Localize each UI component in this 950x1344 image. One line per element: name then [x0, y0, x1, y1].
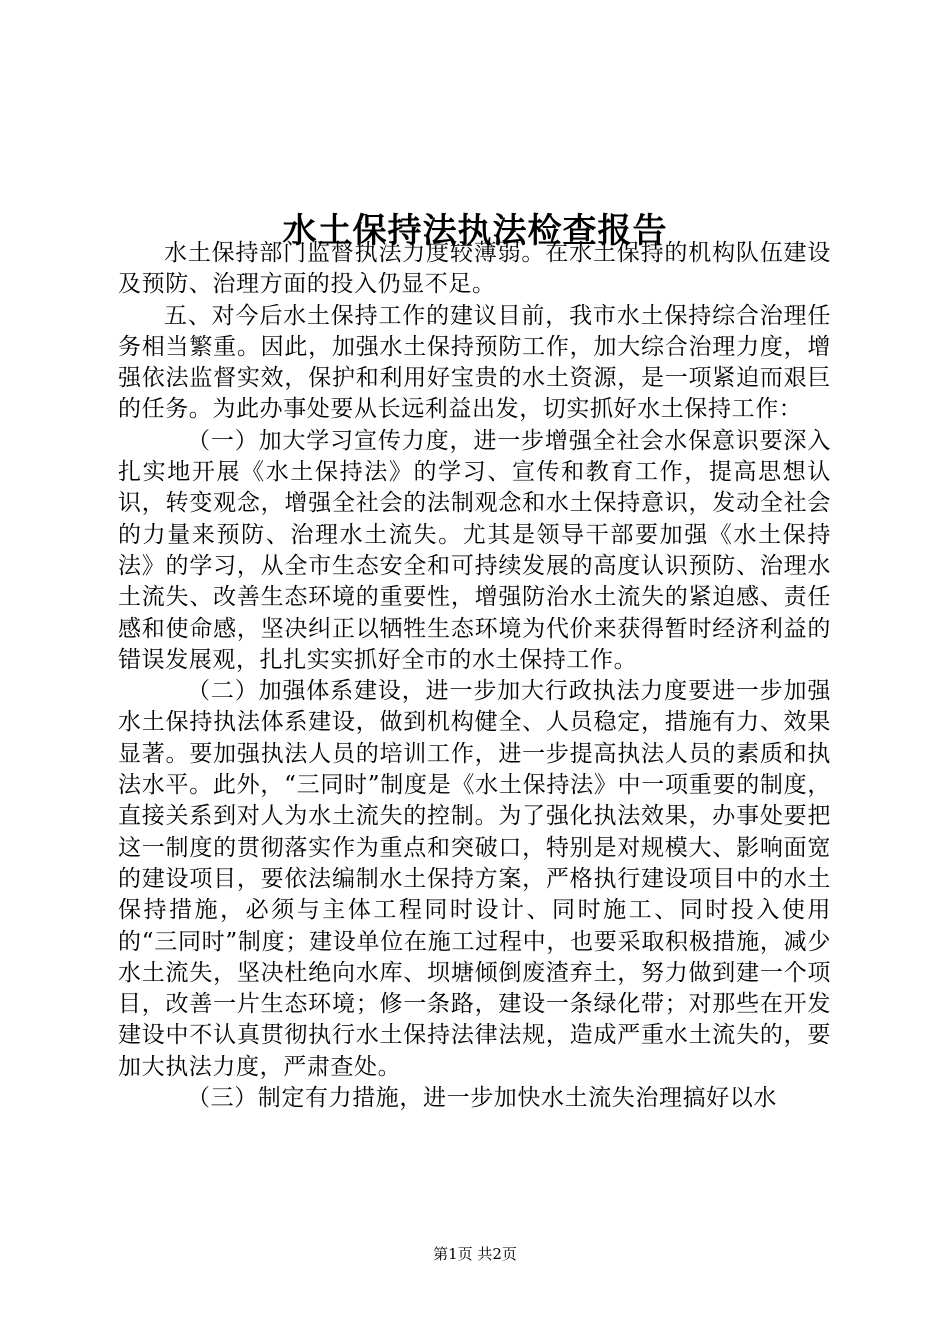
paragraph-5: （三）制定有力措施，进一步加快水土流失治理搞好以水	[187, 1085, 777, 1112]
paragraph-1: 水土保持部门监督执法力度较薄弱。在水土保持的机构队伍建设及预防、治理方面的投入仍显不足。	[118, 240, 831, 298]
paragraph-3: （一）加大学习宣传力度，进一步增强全社会水保意识要深入扎实地开展《水土保持法》的学习、宣传和教育工作，提高思想认识，转变观念，增强全社会的法制观念和水土保持意识，发动全社会的力量来预防、治理水土流失。尤其是领导干部要加强《水土保持法》的学习，从全市生态安全和可持续发展的高度认识预防、治理水土流失、改善生态环境的重要性，增强防治水土流失的紧迫感、责任感和使命感，坚决纠正以牺牲生态环境为代价来获得暂时经济利益的错误发展观，扎扎实实抓好全市的水土保持工作。	[118, 427, 831, 673]
page-number-footer: 第1页 共2页	[433, 1245, 517, 1263]
paragraph-4: （二）加强体系建设，进一步加大行政执法力度要进一步加强水土保持执法体系建设，做到机构健全、人员稳定，措施有力、效果显著。要加强执法人员的培训工作，进一步提高执法人员的素质和执法水平。此外，“三同时”制度是《水土保持法》中一项重要的制度，直接关系到对人为水土流失的控制。为了强化执法效果，办事处要把这一制度的贯彻落实作为重点和突破口，特别是对规模大、影响面宽的建设项目，要依法编制水土保持方案，严格执行建设项目中的水土保持措施，必须与主体工程同时设计、同时施工、同时投入使用的“三同时”制度；建设单位在施工过程中，也要采取积极措施，减少水土流失，坚决杜绝向水库、坝塘倾倒废渣弃土，努力做到建一个项目，改善一片生态环境；修一条路，建设一条绿化带；对那些在开发建设中不认真贯彻执行水土保持法律法规，造成严重水土流失的，要加大执法力度，严肃查处。	[118, 678, 831, 1080]
document-title: 水土保持法执法检查报告	[282, 210, 668, 251]
document-body	[118, 238, 831, 1114]
paragraph-2: 五、对今后水土保持工作的建议目前，我市水土保持综合治理任务相当繁重。因此，加强水土保持预防工作，加大综合治理力度，增强依法监督实效，保护和利用好宝贵的水土资源，是一项紧迫而艰巨的任务。为此办事处要从长远利益出发，切实抓好水土保持工作：	[118, 302, 831, 423]
